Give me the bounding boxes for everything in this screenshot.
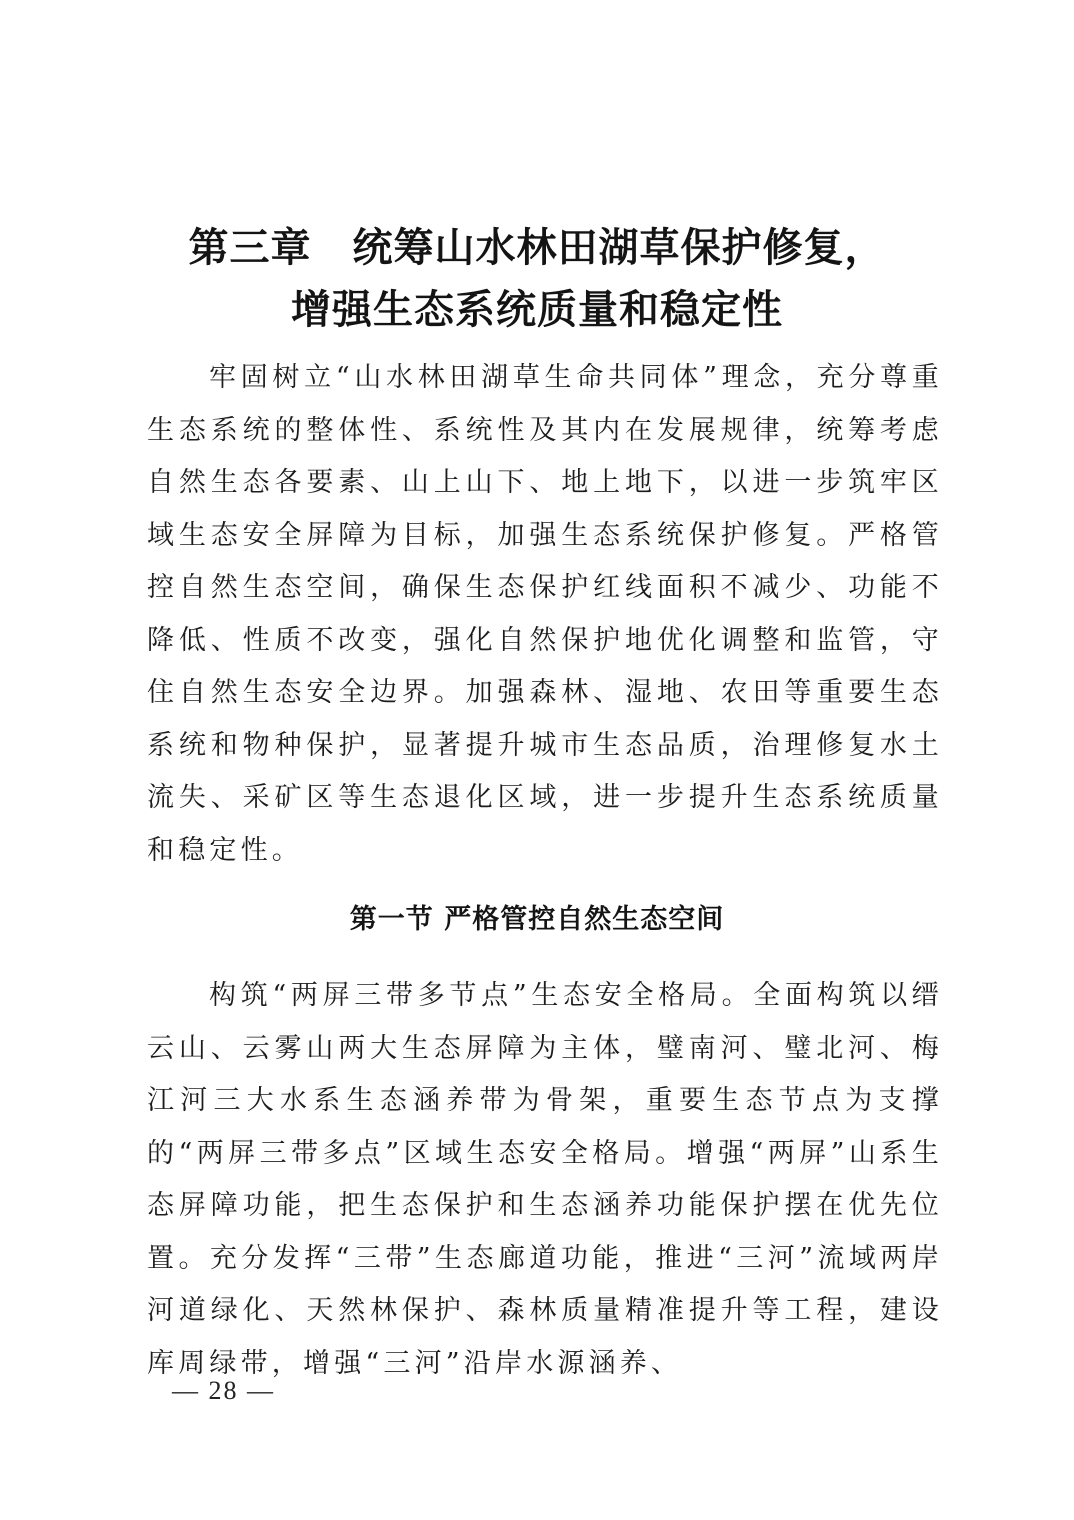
section-title: 第一节 严格管控自然生态空间: [349, 904, 725, 936]
intro-paragraph-block: [147, 352, 943, 877]
chapter-title: [0, 217, 1074, 341]
section-paragraph: 构筑“两屏三带多节点”生态安全格局。全面构筑以缙云山、云雾山两大生态屏障为主体，璧南河、璧北河、梅江河三大水系生态涵养带为骨架，重要生态节点为支撑的“两屏三带多点”区域生态安全格局。增强“两屏”山系生态屏障功能，把生态保护和生态涵养功能保护摆在优先位置。充分发挥“三带”生态廊道功能，推进“三河”流域两岸河道绿化、天然林保护、森林质量精准提升等工程，建设库周绿带，增强“三河”沿岸水源涵养、: [147, 980, 943, 1379]
chapter-title-line-1: 第三章 统筹山水林田湖草保护修复，: [188, 223, 886, 271]
chapter-title-line-2: 增强生态系统质量和稳定性: [291, 285, 783, 333]
page-number: — 28 —: [172, 1376, 275, 1405]
section-paragraph-block: [147, 970, 943, 1390]
intro-paragraph: 牢固树立“山水林田湖草生命共同体”理念，充分尊重生态系统的整体性、系统性及其内在发展规律，统筹考虑自然生态各要素、山上山下、地上地下，以进一步筑牢区域生态安全屏障为目标，加强生态系统保护修复。严格管控自然生态空间，确保生态保护红线面积不减少、功能不降低、性质不改变，强化自然保护地优化调整和监管，守住自然生态安全边界。加强森林、湿地、农田等重要生态系统和物种保护，显著提升城市生态品质，治理修复水土流失、采矿区等生态退化区域，进一步提升生态系统质量和稳定性。: [147, 362, 943, 866]
